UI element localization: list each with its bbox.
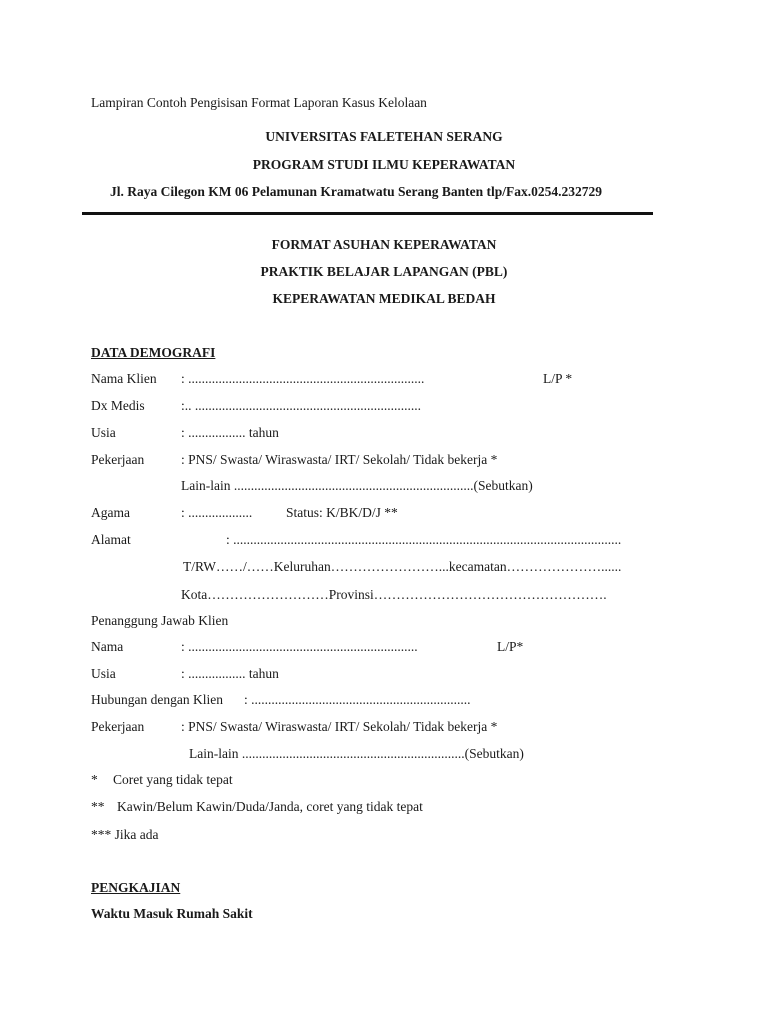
guardian-age-label: Usia	[91, 666, 116, 681]
assessment-heading: PENGKAJIAN	[91, 880, 181, 895]
university-address: Jl. Raya Cilegon KM 06 Pelamunan Kramatwatu Serang Banten tlp/Fax.0254.232729	[110, 184, 602, 199]
assessment-subheading: Waktu Masuk Rumah Sakit	[91, 906, 253, 921]
diagnosis-field: :.. ...................................................................	[181, 398, 422, 413]
form-title-line3: KEPERAWATAN MEDIKAL BEDAH	[272, 291, 496, 306]
guardian-name-label: Nama	[91, 639, 124, 654]
form-title-line1: FORMAT ASUHAN KEPERAWATAN	[271, 237, 497, 252]
patient-gender-field: L/P *	[543, 371, 573, 386]
guardian-occupation-other: Lain-lain ..................................................................(Sebutkan)	[189, 746, 524, 761]
religion-label: Agama	[91, 505, 130, 520]
form-title-line2: PRAKTIK BELAJAR LAPANGAN (PBL)	[260, 264, 508, 279]
header-divider	[82, 212, 653, 215]
guardian-occupation-options: : PNS/ Swasta/ Wiraswasta/ IRT/ Sekolah/ Tidak bekerja *	[181, 719, 498, 734]
address-label: Alamat	[91, 532, 131, 547]
religion-field: : ...................	[181, 505, 253, 520]
patient-age-label: Usia	[91, 425, 116, 440]
note-2-text: Kawin/Belum Kawin/Duda/Janda, coret yang tidak tepat	[117, 799, 423, 814]
university-name: UNIVERSITAS FALETEHAN SERANG	[265, 129, 503, 144]
demographics-heading: DATA DEMOGRAFI	[91, 345, 216, 360]
guardian-heading: Penanggung Jawab Klien	[91, 613, 229, 628]
patient-occupation-options: : PNS/ Swasta/ Wiraswasta/ IRT/ Sekolah/ Tidak bekerja *	[181, 452, 498, 467]
note-1-text: Coret yang tidak tepat	[113, 772, 233, 787]
patient-age-field: : ................. tahun	[181, 425, 279, 440]
note-2-mark: **	[91, 799, 105, 814]
address-city-field: Kota………………………Provinsi…………………………………………….	[181, 587, 607, 602]
address-field: : ...................................................................................................................	[226, 532, 622, 547]
guardian-occupation-label: Pekerjaan	[91, 719, 145, 734]
guardian-gender-field: L/P*	[497, 639, 524, 654]
patient-name-field: : ......................................................................	[181, 371, 425, 386]
guardian-name-field: : ....................................................................	[181, 639, 418, 654]
program-name: PROGRAM STUDI ILMU KEPERAWATAN	[252, 157, 516, 172]
patient-occupation-label: Pekerjaan	[91, 452, 145, 467]
note-3: *** Jika ada	[91, 827, 159, 842]
marital-status-field: Status: K/BK/D/J **	[286, 505, 398, 520]
address-rt-rw-field: T/RW……/……Keluruhan……………………...kecamatan…………………......	[183, 559, 622, 574]
guardian-relation-label: Hubungan dengan Klien	[91, 692, 223, 707]
guardian-age-field: : ................. tahun	[181, 666, 279, 681]
patient-name-label: Nama Klien	[91, 371, 157, 386]
note-1-mark: *	[91, 772, 98, 787]
patient-occupation-other: Lain-lain .......................................................................(Sebutkan)	[181, 478, 533, 493]
attachment-title: Lampiran Contoh Pengisisan Format Laporan Kasus Kelolaan	[91, 95, 427, 110]
guardian-relation-field: : .................................................................	[244, 692, 471, 707]
diagnosis-label: Dx Medis	[91, 398, 145, 413]
